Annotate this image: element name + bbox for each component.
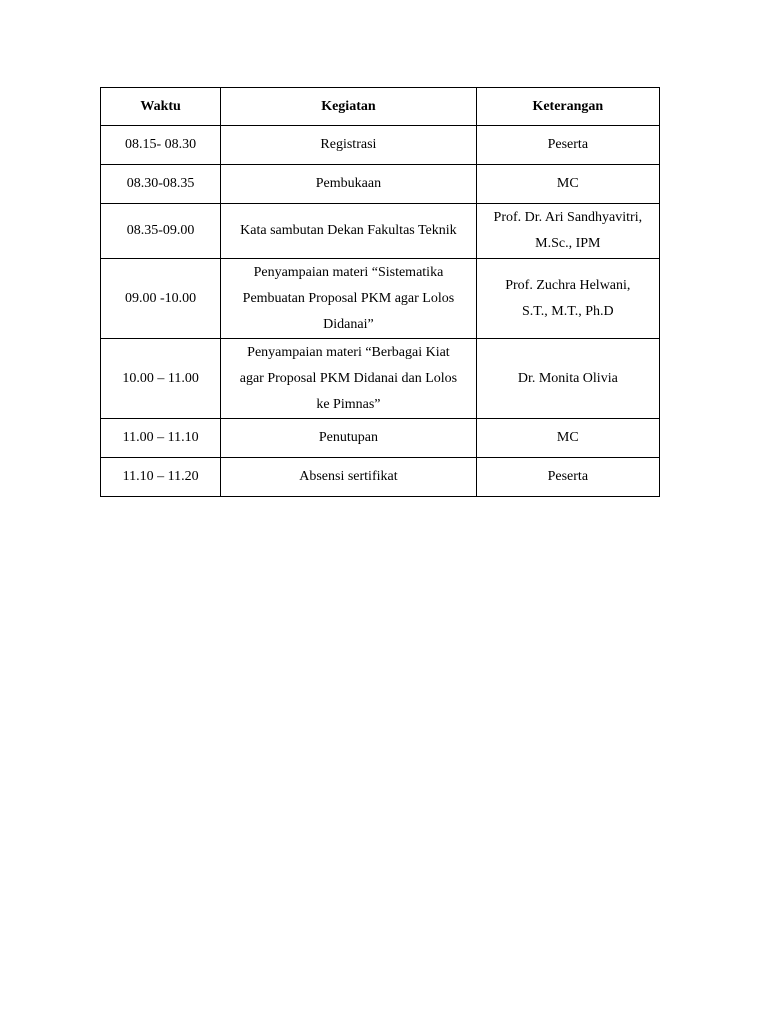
cell-waktu: 11.10 – 11.20	[101, 458, 221, 497]
cell-keterangan-text: Prof. Zuchra Helwani, S.T., M.T., Ph.D	[505, 277, 631, 319]
table-row	[101, 419, 660, 458]
cell-waktu: 08.15- 08.30	[101, 126, 221, 165]
cell-keterangan	[476, 259, 659, 339]
table-header-row	[101, 88, 660, 126]
table-row	[101, 165, 660, 204]
cell-kegiatan: Registrasi	[221, 126, 476, 165]
cell-kegiatan: Absensi sertifikat	[221, 458, 476, 497]
cell-kegiatan	[221, 339, 476, 419]
header-keterangan: Keterangan	[476, 88, 659, 126]
cell-keterangan-text: Prof. Dr. Ari Sandhyavitri, M.Sc., IPM	[493, 210, 643, 251]
table-row	[101, 458, 660, 497]
cell-waktu: 10.00 – 11.00	[101, 339, 221, 419]
table-row	[101, 204, 660, 259]
cell-keterangan: Peserta	[476, 126, 659, 165]
cell-kegiatan: Penutupan	[221, 419, 476, 458]
cell-keterangan: Dr. Monita Olivia	[476, 339, 659, 419]
cell-keterangan	[476, 204, 659, 259]
cell-keterangan: MC	[476, 165, 659, 204]
table-row	[101, 126, 660, 165]
cell-kegiatan-text: Penyampaian materi “Sistematika Pembuatan Proposal PKM agar Lolos Didanai”	[242, 264, 455, 332]
cell-waktu: 08.35-09.00	[101, 204, 221, 259]
cell-waktu: 11.00 – 11.10	[101, 419, 221, 458]
cell-kegiatan: Pembukaan	[221, 165, 476, 204]
cell-keterangan: MC	[476, 419, 659, 458]
cell-waktu: 09.00 -10.00	[101, 259, 221, 339]
cell-keterangan: Peserta	[476, 458, 659, 497]
schedule-table	[100, 87, 660, 497]
header-kegiatan: Kegiatan	[221, 88, 476, 126]
cell-kegiatan	[221, 259, 476, 339]
cell-kegiatan: Kata sambutan Dekan Fakultas Teknik	[221, 204, 476, 259]
cell-kegiatan-text: Penyampaian materi “Berbagai Kiat agar Proposal PKM Didanai dan Lolos ke Pimnas”	[239, 344, 458, 412]
header-waktu: Waktu	[101, 88, 221, 126]
cell-waktu: 08.30-08.35	[101, 165, 221, 204]
table-row	[101, 259, 660, 339]
table-row	[101, 339, 660, 419]
